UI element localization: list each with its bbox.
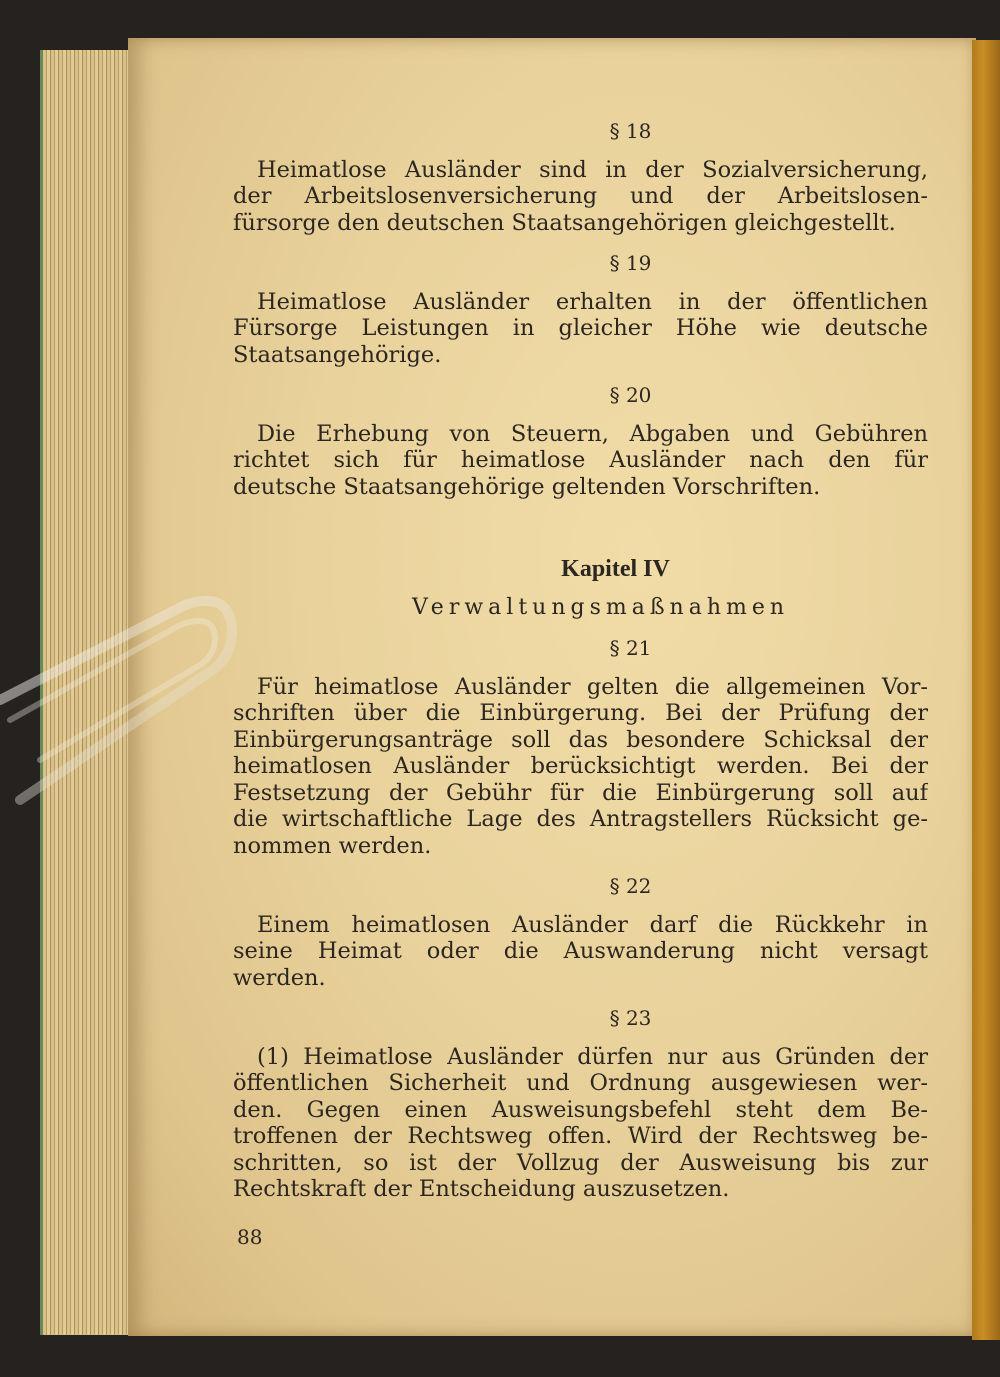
text-line: Heimatlose Ausländer sind in der Sozialversicherung,	[257, 156, 928, 183]
page-text	[233, 118, 928, 1217]
section-number: § 23	[609, 1006, 652, 1030]
section-number: § 21	[609, 636, 652, 660]
section	[233, 1005, 928, 1203]
text-line: die wirtschaftliche Lage des Antragstellers Rücksicht ge-	[233, 806, 928, 832]
text-line: Festsetzung der Gebühr für die Einbürgerung soll auf	[233, 779, 928, 806]
section-number: § 19	[609, 251, 652, 275]
section-number: § 22	[609, 874, 652, 898]
text-line: seine Heimat oder die Auswanderung nicht versagt	[233, 938, 928, 964]
text-line: der Arbeitslosenversicherung und der Arbeitslosen-	[233, 183, 928, 209]
text-line: Für heimatlose Ausländer gelten die allgemeinen Vor-	[257, 673, 928, 700]
text-line: Staatsangehörige.	[233, 341, 442, 368]
section	[233, 250, 928, 368]
text-line: nommen werden.	[233, 832, 432, 859]
sections-block-1	[233, 118, 928, 500]
text-line: Rechtskraft der Entscheidung auszusetzen.	[233, 1176, 730, 1202]
section	[233, 118, 928, 236]
section	[233, 635, 928, 859]
text-line: den. Gegen einen Ausweisungsbefehl steht dem Be-	[233, 1096, 928, 1123]
text-line: Die Erhebung von Steuern, Abgaben und Gebühren	[257, 420, 928, 447]
text-line: schritten, so ist der Vollzug der Ausweisung bis zur	[233, 1149, 928, 1176]
text-line: werden.	[233, 964, 326, 991]
text-line: öffentlichen Sicherheit und Ordnung ausgewiesen wer-	[233, 1070, 928, 1096]
section-number: § 18	[609, 119, 652, 143]
sections-block-2	[233, 635, 928, 1203]
text-line: schriften über die Einbürgerung. Bei der Prüfung der	[233, 700, 928, 726]
chapter-title: Kapitel IV	[561, 556, 670, 582]
page-number: 88	[237, 1225, 263, 1249]
book-spine	[972, 40, 1000, 1340]
page-edges	[40, 50, 138, 1335]
text-line: fürsorge den deutschen Staatsangehörigen gleichgestellt.	[233, 209, 896, 236]
text-line: troffenen der Rechtsweg offen. Wird der Rechtsweg be-	[233, 1123, 928, 1149]
text-line: Einbürgerungsanträge soll das besondere Schicksal der	[233, 726, 928, 753]
section	[233, 873, 928, 991]
chapter-subtitle: Verwaltungsmaßnahmen	[411, 594, 790, 620]
section-number: § 20	[609, 383, 652, 407]
text-line: Fürsorge Leistungen in gleicher Höhe wie deutsche	[233, 315, 928, 341]
text-line: Heimatlose Ausländer erhalten in der öffentlichen	[257, 288, 928, 315]
text-line: deutsche Staatsangehörige geltenden Vorschriften.	[233, 473, 821, 500]
text-line: (1) Heimatlose Ausländer dürfen nur aus Gründen der	[257, 1043, 928, 1070]
text-line: richtet sich für heimatlose Ausländer nach den für	[233, 447, 928, 473]
text-line: Einem heimatlosen Ausländer darf die Rückkehr in	[257, 911, 928, 938]
text-line: heimatlosen Ausländer berücksichtigt werden. Bei der	[233, 753, 928, 779]
section	[233, 382, 928, 500]
